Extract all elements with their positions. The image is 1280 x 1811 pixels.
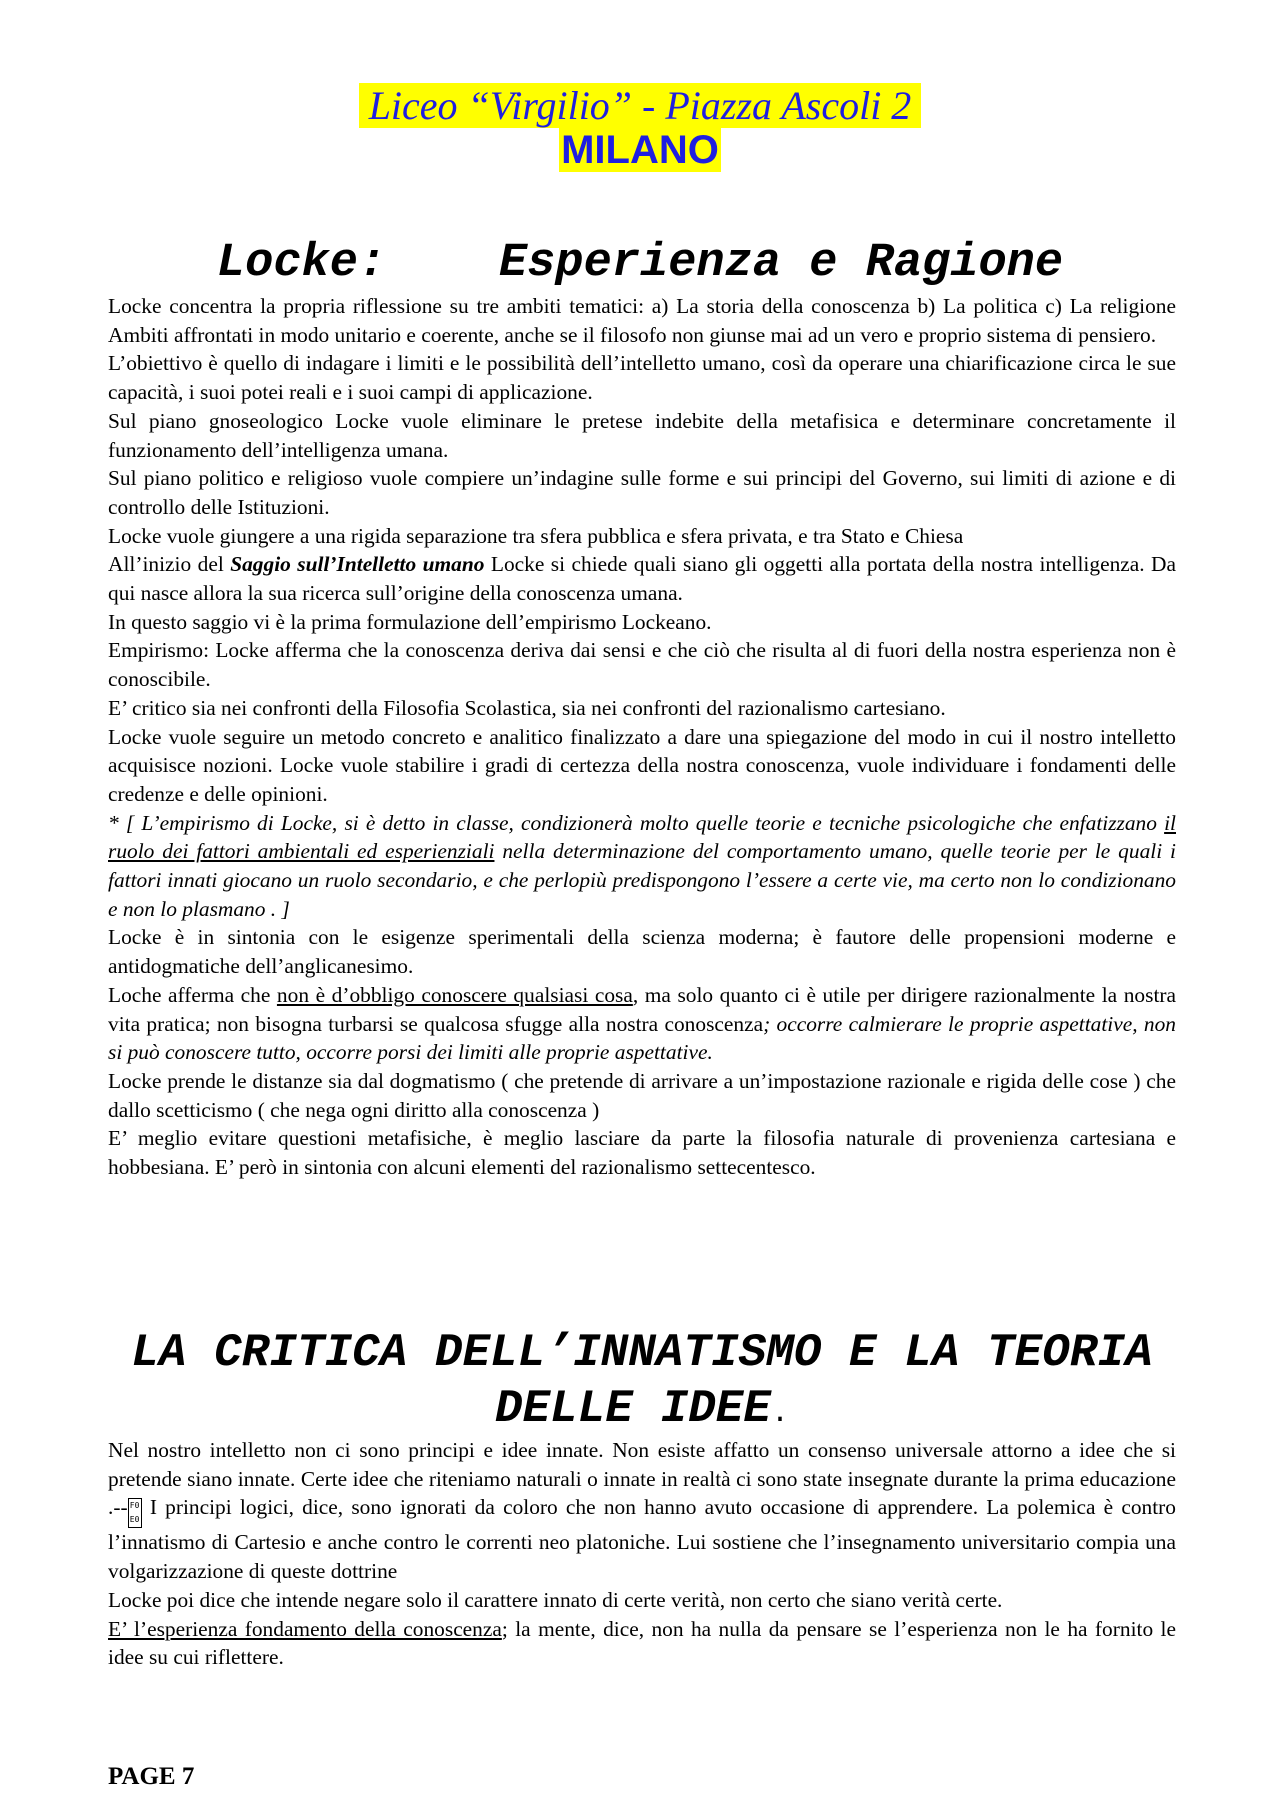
paragraph: Loche afferma che non è d’obbligo conoscere qualsiasi cosa, ma solo quanto ci è utile per dirigere razionalmente la nostra vita pratica; non bisogna turbarsi se qualcosa sfugge alla nostra conoscenza; occorre calmierare le proprie aspettative, non si può conoscere tutto, occorre porsi dei limiti alle proprie aspettative. (108, 982, 1176, 1065)
section-body-locke (108, 292, 1176, 1182)
paragraph: Locke concentra la propria riflessione su tre ambiti tematici: a) La storia della conoscenza b) La politica c) La religione Ambiti affrontati in modo unitario e coerente, anche se il filosofo non giunse mai ad un vero e proprio sistema di pensiero. (108, 294, 1176, 347)
section-title-innatismo: LA CRITICA DELL’INNATISMO E LA TEORIA DELLE IDEE. (131, 1327, 1153, 1435)
book-title: Saggio sull’Intelletto umano (230, 552, 485, 577)
paragraph: Locke vuole seguire un metodo concreto e analitico finalizzato a dare una spiegazione del modo in cui il nostro intelletto acquisisce nozioni. Locke vuole stabilire i gradi di certezza della nostra conoscenza, vuole individuare i fondamenti delle credenze e delle opinioni. (108, 724, 1176, 806)
school-name: Liceo “Virgilio” - Piazza Ascoli 2 (359, 83, 922, 128)
school-city: MILANO (561, 128, 719, 172)
paragraph-note: * [ L’empirismo di Locke, si è detto in classe, condizionerà molto quelle teorie e tecniche psicologiche che enfatizzano il ruolo dei fattori ambientali ed esperienziali nella determinazione del comportamento umano, quelle teorie per le quali i fattori innati giocano un ruolo secondario, e che perlopiù predispongono l’essere a certe vie, ma certo non lo condizionano e non lo plasmano . ] (108, 810, 1176, 921)
paragraph: Locke è in sintonia con le esigenze sperimentali della scienza moderna; è fautore delle propensioni moderne e antidogmatiche dell’anglicanesimo. (108, 925, 1176, 979)
paragraph: In questo saggio vi è la prima formulazione dell’empirismo Lockeano. (108, 609, 712, 634)
page-number: PAGE 7 (108, 1763, 195, 1790)
paragraph: Locke poi dice che intende negare solo il carattere innato di certe verità, non certo che siano verità certe. (108, 1587, 1003, 1612)
missing-glyph-icon: F0 E0 (128, 1498, 142, 1528)
paragraph: E’ meglio evitare questioni metafisiche, è meglio lasciare da parte la filosofia naturale di provenienza cartesiana e hobbesiana. E’ però in sintonia con alcuni elementi del razionalismo settecentesco. (108, 1126, 1176, 1180)
paragraph: Empirismo: Locke afferma che la conoscenza deriva dai sensi e che ciò che risulta al di fuori della nostra esperienza non è conoscibile. (108, 638, 1176, 692)
paragraph: E’ critico sia nei confronti della Filosofia Scolastica, sia nei confronti del razionalismo cartesiano. (108, 695, 946, 720)
section-title-locke: Locke: Esperienza e Ragione (216, 237, 1064, 290)
paragraph: E’ l’esperienza fondamento della conoscenza; la mente, dice, non ha nulla da pensare se l’esperienza non le ha fornito le idee su cui riflettere. (108, 1616, 1176, 1670)
section-body-innatismo (108, 1436, 1176, 1672)
paragraph: Sul piano gnoseologico Locke vuole eliminare le pretese indebite della metafisica e determinare concretamente il funzionamento dell’intelligenza umana. (108, 408, 1176, 462)
paragraph: Locke vuole giungere a una rigida separazione tra sfera pubblica e sfera privata, e tra Stato e Chiesa (108, 523, 964, 548)
paragraph: L’obiettivo è quello di indagare i limiti e le possibilità dell’intelletto umano, così da operare una chiarificazione circa le sue capacità, i suoi potei reali e i suoi campi di applicazione. (108, 351, 1176, 405)
paragraph: Sul piano politico e religioso vuole compiere un’indagine sulle forme e sui principi del Governo, sui limiti di azione e di controllo delle Istituzioni. (108, 466, 1176, 519)
paragraph: Locke prende le distanze sia dal dogmatismo ( che pretende di arrivare a un’impostazione razionale e rigida delle cose ) che dallo scetticismo ( che nega ogni diritto alla conoscenza ) (108, 1068, 1176, 1122)
school-header (0, 84, 1280, 172)
paragraph: Nel nostro intelletto non ci sono principi e idee innate. Non esiste affatto un consenso universale attorno a idee che si pretende siano innate. Certe idee che riteniamo naturali o innate in realtà ci sono state insegnate durante la prima educazione .-- F0 E0 I principi logici, dice, sono ignorati da coloro che non hanno avuto occasione di apprendere. La polemica è contro l’innatismo di Cartesio e anche contro le correnti neo platoniche. Lui sostiene che l’insegnamento universitario compia una volgarizzazione di queste dottrine (108, 1438, 1176, 1584)
paragraph: All’inizio del Saggio sull’Intelletto umano Locke si chiede quali siano gli oggetti alla portata della nostra intelligenza. Da qui nasce allora la sua ricerca sull’origine della conoscenza umana. (108, 552, 1176, 606)
